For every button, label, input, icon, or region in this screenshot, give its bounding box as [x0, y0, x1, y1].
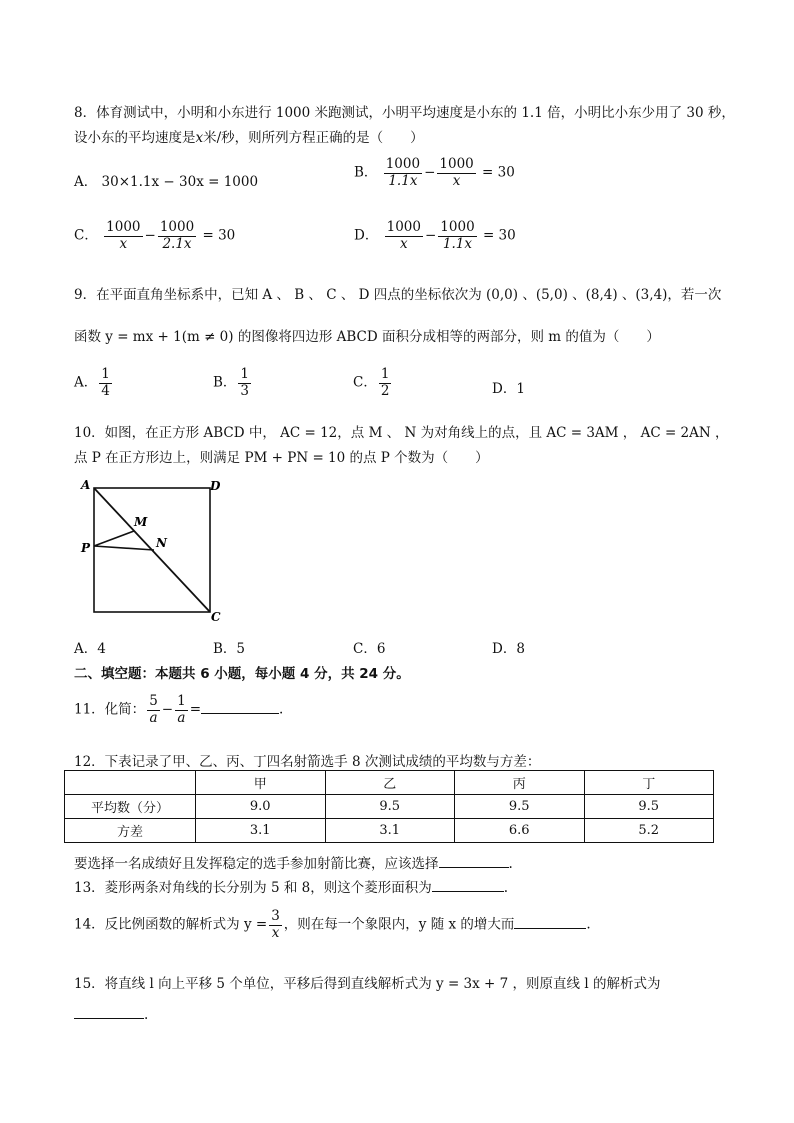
numerator: 1000 — [159, 219, 195, 235]
q9-option-d: D．1 — [492, 381, 525, 397]
equals: = — [189, 701, 201, 718]
fraction — [385, 220, 423, 252]
q10-line1: 10．如图，在正方形 ABCD 中， AC = 12，点 M 、 N 为对角线上的点，且 AC = 3AM ， AC = 2AN ， — [74, 425, 729, 441]
header-cell: 丁 — [584, 771, 714, 795]
q12-after-text: 要选择一名成绩好且发挥稳定的选手参加射箭比赛，应该选择 — [74, 856, 439, 872]
q9-option-b — [213, 367, 253, 399]
q13-text: 13．菱形两条对角线的长分别为 5 和 8，则这个菱形面积为 — [74, 880, 432, 896]
q9-option-a — [74, 367, 114, 399]
q10-option-c: C．6 — [353, 641, 386, 657]
table-cell: 6.6 — [455, 819, 585, 843]
q8-option-b: B． $\frac{1000}{1.1x}$ − $\frac{1000}{x}$ = 30 — [354, 156, 515, 189]
numerator: 1 — [101, 366, 110, 382]
denominator: a — [149, 709, 158, 726]
option-label: D． — [354, 227, 379, 244]
label-c: C — [211, 610, 221, 624]
q11: 11．化简： $\frac{5}{a}$ − $\frac{1}{a}$ = . — [74, 693, 284, 726]
fraction — [104, 220, 142, 252]
period: . — [586, 916, 591, 933]
q8-line2-a: 设小东的平均速度是 — [74, 130, 196, 146]
denominator: a — [177, 709, 186, 726]
period: . — [279, 701, 284, 718]
segment-pn — [94, 546, 154, 550]
fraction — [99, 367, 112, 399]
q8-option-d: D． $\frac{1000}{x}$ − $\frac{1000}{1.1x}$ = 30 — [354, 219, 516, 252]
table-cell: 9.0 — [196, 795, 326, 819]
q15-line1: 15．将直线 l 向上平移 5 个单位，平移后得到直线解析式为 y = 3x + 7 ，则原直线 l 的解析式为 — [74, 976, 661, 992]
header-cell: 乙 — [325, 771, 455, 795]
header-cell — [65, 771, 196, 795]
numerator: 1 — [380, 366, 390, 382]
denominator: 2.1x — [162, 235, 192, 252]
numerator: 1000 — [440, 219, 475, 235]
option-label: A． — [74, 174, 98, 190]
denominator: x — [271, 924, 280, 941]
answer-blank[interactable] — [439, 853, 509, 868]
header-cell: 丙 — [455, 771, 585, 795]
denominator: 3 — [240, 382, 250, 399]
square-figure — [76, 474, 226, 626]
table-row — [65, 795, 714, 819]
scores-table — [64, 770, 714, 843]
denominator: 2 — [380, 382, 390, 399]
table-cell: 9.5 — [455, 795, 585, 819]
denominator: 4 — [101, 382, 110, 399]
table-cell: 5.2 — [584, 819, 714, 843]
rhs: = 30 — [482, 164, 515, 181]
option-label: B． — [354, 164, 378, 181]
numerator: 5 — [149, 693, 158, 709]
numerator: 1000 — [106, 219, 141, 235]
fraction — [438, 220, 476, 252]
table-cell: 方差 — [65, 819, 196, 843]
numerator: 1000 — [439, 156, 474, 172]
numerator: 1000 — [386, 219, 421, 235]
period: . — [144, 1007, 149, 1023]
q11-prefix: 11．化简： — [74, 701, 146, 718]
option-label: C． — [353, 374, 377, 391]
fraction — [158, 220, 196, 252]
table-cell: 9.5 — [325, 795, 455, 819]
numerator: 1 — [177, 693, 186, 709]
answer-blank[interactable] — [514, 914, 586, 929]
answer-blank[interactable] — [432, 877, 504, 892]
q10-option-b: B．5 — [213, 641, 246, 657]
numerator: 1000 — [385, 156, 421, 172]
q13 — [74, 876, 508, 896]
table-cell: 3.1 — [325, 819, 455, 843]
fraction — [379, 367, 392, 399]
table-cell: 平均数（分） — [65, 795, 196, 819]
option-label: C． — [74, 227, 98, 244]
label-d: D — [210, 479, 221, 493]
q15-line2 — [74, 1004, 148, 1023]
fraction — [147, 694, 160, 726]
answer-blank[interactable] — [201, 699, 279, 714]
q8-option-c: C． $\frac{1000}{x}$ − $\frac{1000}{2.1x}$ = 30 — [74, 219, 236, 252]
q8-line1: 8．体育测试中，小明和小东进行 1000 米跑测试，小明平均速度是小东的 1.1 倍，小明比小东少用了 30 秒， — [74, 105, 735, 121]
q10-option-d: D．8 — [492, 641, 525, 657]
fraction — [175, 694, 188, 726]
q9-line2: 函数 y = mx + 1(m ≠ 0) 的图像将四边形 ABCD 面积分成相等的两部分，则 m 的值为（ ） — [74, 329, 660, 345]
table-header-row — [65, 771, 714, 795]
fraction — [437, 157, 475, 189]
fraction — [238, 367, 251, 399]
denominator: x — [119, 235, 128, 252]
label-p: P — [81, 541, 91, 555]
q8-line2 — [74, 126, 424, 146]
rhs: = 30 — [482, 227, 516, 244]
q9-option-c — [353, 367, 393, 399]
table-row — [65, 819, 714, 843]
rhs: = 30 — [202, 227, 236, 244]
q12-after — [74, 852, 513, 872]
option-expr: 30×1.1x − 30x = 1000 — [101, 174, 259, 190]
fraction — [269, 909, 282, 941]
q10-line2: 点 P 在正方形边上，则满足 PM + PN = 10 的点 P 个数为（ ） — [74, 450, 489, 466]
denominator: x — [399, 235, 408, 252]
fraction — [384, 157, 422, 189]
q8-var: x — [195, 130, 204, 146]
numerator: 3 — [271, 908, 280, 924]
numerator: 1 — [240, 366, 250, 382]
option-label: B． — [213, 374, 237, 391]
period: . — [508, 856, 513, 872]
q8-line2-b: 米/秒，则所列方程正确的是（ ） — [203, 130, 424, 146]
option-label: A． — [74, 374, 98, 391]
q14 — [74, 909, 591, 941]
q14-mid: ，则在每一个象限内，y 随 x 的增大而 — [283, 916, 515, 933]
denominator: 1.1x — [388, 172, 418, 189]
label-m: M — [134, 515, 148, 529]
q8-option-a — [74, 170, 258, 190]
q12-intro: 12．下表记录了甲、乙、丙、丁四名射箭选手 8 次测试成绩的平均数与方差： — [74, 754, 541, 770]
q9-line1: 9．在平面直角坐标系中，已知 A 、 B 、 C 、 D 四点的坐标依次为 (0,0) 、(5,0) 、(8,4) 、(3,4)，若一次 — [74, 287, 722, 303]
table-cell: 9.5 — [584, 795, 714, 819]
answer-blank[interactable] — [74, 1004, 144, 1019]
period: . — [503, 880, 509, 896]
label-a: A — [81, 478, 91, 492]
q14-prefix: 14．反比例函数的解析式为 y = — [74, 916, 268, 933]
section-heading: 二、填空题：本题共 6 小题，每小题 4 分，共 24 分。 — [74, 666, 410, 682]
header-cell: 甲 — [196, 771, 326, 795]
denominator: x — [452, 172, 461, 189]
q10-option-a: A．4 — [74, 641, 106, 657]
table-cell: 3.1 — [196, 819, 326, 843]
segment-pm — [94, 531, 134, 546]
label-n: N — [156, 536, 167, 550]
denominator: 1.1x — [442, 235, 473, 252]
